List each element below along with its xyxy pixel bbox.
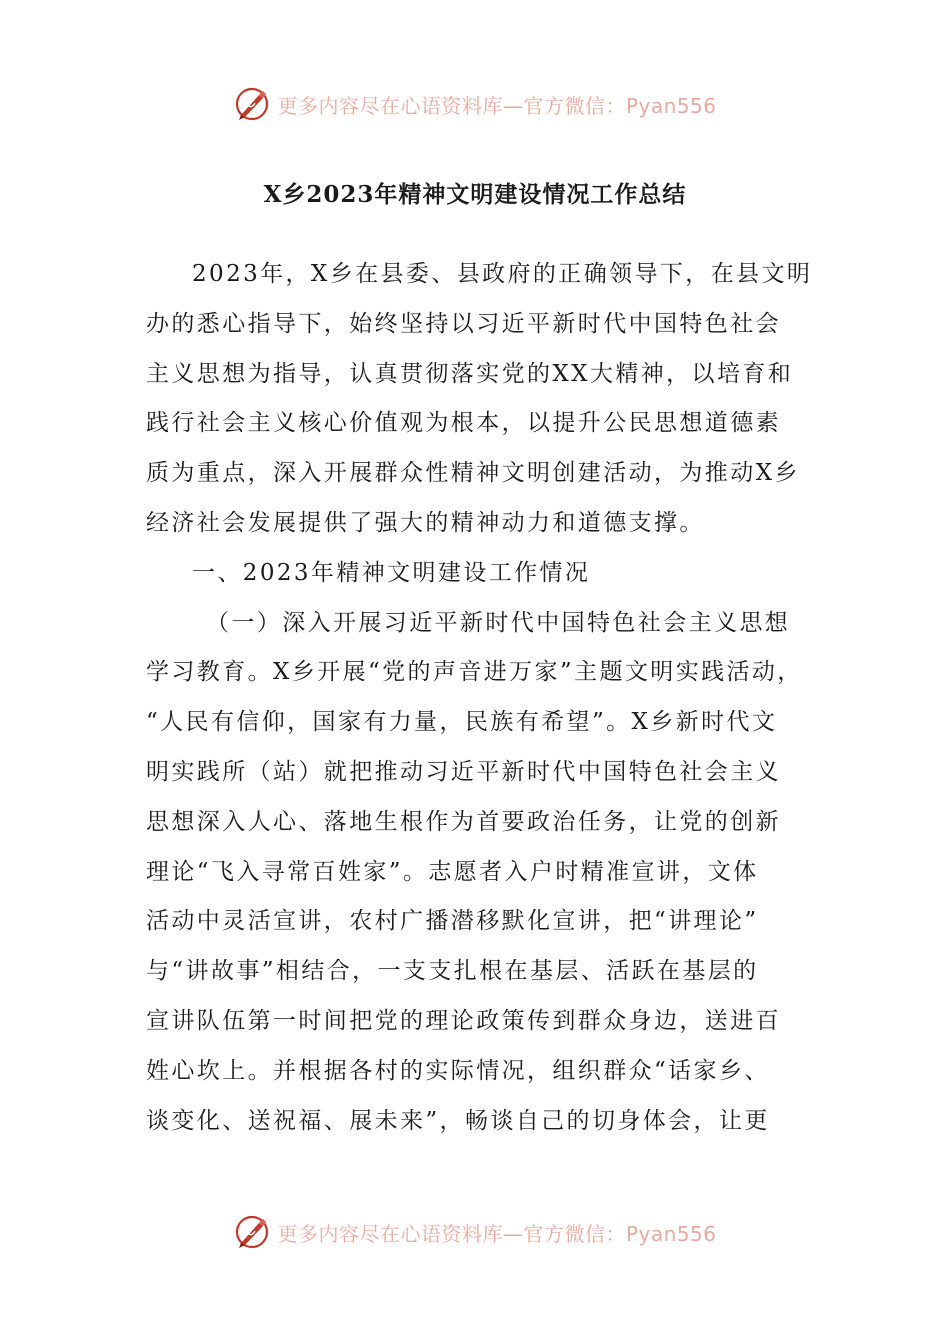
paragraph-line: 活动中灵活宣讲，农村广播潜移默化宣讲，把“讲理论”	[146, 908, 759, 935]
paragraph-line: 质为重点，深入开展群众性精神文明创建活动，为推动X乡	[146, 460, 800, 487]
header-watermark	[0, 82, 950, 126]
paragraph-line: 宣讲队伍第一时间把党的理论政策传到群众身边，送进百	[146, 1007, 781, 1034]
pen-logo-icon	[233, 1213, 271, 1251]
document-body	[146, 250, 816, 1146]
paragraph-line: 与“讲故事”相结合，一支支扎根在基层、活跃在基层的	[146, 958, 759, 985]
paragraph-line: 谈变化、送祝福、展未来”，畅谈自己的切身体会，让更	[146, 1107, 770, 1134]
paragraph-line: 姓心坎上。并根据各村的实际情况，组织群众“话家乡、	[146, 1057, 770, 1084]
document-title: X乡2023年精神文明建设情况工作总结	[263, 181, 687, 208]
paragraph-line: 办的悉心指导下，始终坚持以习近平新时代中国特色社会	[146, 310, 781, 337]
paragraph-line: 思想深入人心、落地生根作为首要政治任务，让党的创新	[146, 808, 781, 835]
paragraph-line: 2023年，X乡在县委、县政府的正确领导下，在县文明	[192, 261, 813, 287]
footer-watermark	[0, 1210, 950, 1254]
pen-logo-icon	[233, 85, 271, 123]
paragraph-line: 明实践所（站）就把推动习近平新时代中国特色社会主义	[146, 758, 781, 785]
wechat-id: Pyan556	[625, 1221, 717, 1246]
paragraph-line: 践行社会主义核心价值观为根本，以提升公民思想道德素	[146, 410, 781, 437]
section-heading: 一、2023年精神文明建设工作情况	[192, 559, 591, 586]
paragraph-line: “人民有信仰，国家有力量，民族有希望”。X乡新时代文	[146, 709, 778, 736]
watermark-text: 更多内容尽在心语资料库—官方微信：Pyan556	[277, 93, 717, 118]
paragraph-line: 理论“飞入寻常百姓家”。志愿者入户时精准宣讲，文体	[146, 858, 759, 885]
watermark-text: 更多内容尽在心语资料库—官方微信：Pyan556	[277, 1221, 717, 1246]
wechat-id: Pyan556	[625, 93, 717, 118]
subsection-heading: （一）深入开展习近平新时代中国特色社会主义思想	[206, 609, 791, 636]
paragraph-line: 经济社会发展提供了强大的精神动力和道德支撑。	[146, 509, 705, 536]
paragraph-line: 学习教育。X乡开展“党的声音进万家”主题文明实践活动，	[146, 659, 803, 686]
paragraph-line: 主义思想为指导，认真贯彻落实党的XX大精神，以培育和	[146, 360, 794, 387]
